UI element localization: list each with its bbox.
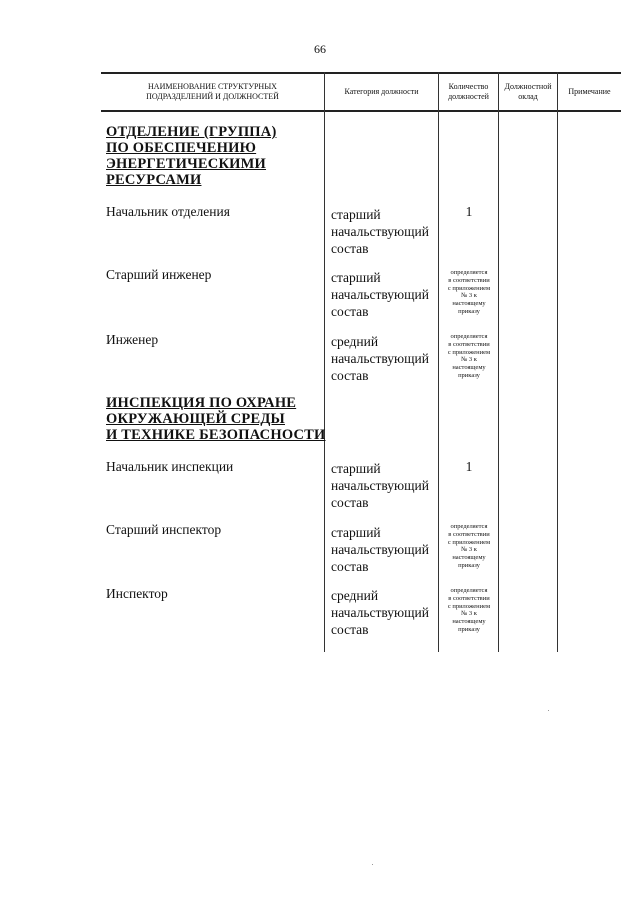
position-quantity: 1 [465, 204, 473, 219]
header-quantity-column: Количество должностей [448, 82, 489, 101]
section-title: ОТДЕЛЕНИЕ (ГРУППА) ПО ОБЕСПЕЧЕНИЮ ЭНЕРГЕТИЧЕСКИМИ РЕСУРСАМИ [106, 124, 277, 188]
position-quantity: 1 [465, 459, 473, 474]
section-title: ИНСПЕКЦИЯ ПО ОХРАНЕ ОКРУЖАЮЩЕЙ СРЕДЫ И ТЕХНИКЕ БЕЗОПАСНОСТИ [106, 395, 326, 443]
position-name: Начальник инспекции [106, 459, 234, 474]
position-name: Инспектор [106, 586, 168, 601]
page-number: 66 [314, 42, 326, 56]
position-category: средний начальствующий состав [331, 588, 429, 637]
position-quantity-note: определяется в соответствии с приложением № 3 к настоящему приказу [447, 269, 491, 315]
scan-speck [548, 710, 549, 711]
position-category: средний начальствующий состав [331, 334, 429, 383]
position-quantity-note: определяется в соответствии с приложением № 3 к настоящему приказу [447, 333, 491, 379]
header-salary-column: Должностной оклад [504, 82, 552, 101]
position-name: Начальник отделения [106, 204, 230, 219]
scan-speck [372, 864, 373, 865]
position-quantity-note: определяется в соответствии с приложением № 3 к настоящему приказу [447, 523, 491, 569]
header-category-column: Категория должности [344, 87, 419, 96]
column-divider [557, 72, 558, 652]
position-category: старший начальствующий состав [331, 461, 429, 510]
position-quantity-note: определяется в соответствии с приложением № 3 к настоящему приказу [447, 587, 491, 633]
position-name: Старший инженер [106, 267, 212, 282]
position-category: старший начальствующий состав [331, 270, 429, 319]
position-name: Старший инспектор [106, 522, 222, 537]
position-category: старший начальствующий состав [331, 207, 429, 256]
position-category: старший начальствующий состав [331, 525, 429, 574]
header-name-column: НАИМЕНОВАНИЕ СТРУКТУРНЫХ ПОДРАЗДЕЛЕНИЙ И ДОЛЖНОСТЕЙ [146, 82, 279, 101]
column-divider [324, 72, 325, 652]
header-note-column: Примечание [568, 87, 611, 96]
table-header-bottom-border [101, 110, 621, 112]
position-name: Инженер [106, 332, 159, 347]
